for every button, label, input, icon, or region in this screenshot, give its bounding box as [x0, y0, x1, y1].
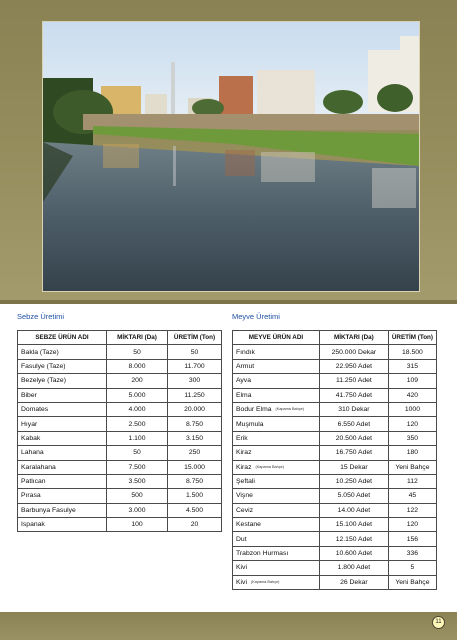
vegetable-table-body — [18, 345, 222, 532]
fruit-production-cell: 1000 — [388, 402, 436, 416]
fruit-production-cell: 112 — [388, 474, 436, 488]
footer-band — [0, 612, 457, 640]
fruit-amount-cell: 10.600 Adet — [319, 546, 388, 560]
table-row — [18, 431, 222, 445]
page-number: 11 — [432, 616, 445, 629]
fruit-name: Elma — [236, 391, 252, 399]
photo-illustration — [43, 22, 419, 291]
fruit-production-cell: 120 — [388, 518, 436, 532]
table-row — [18, 489, 222, 503]
table-row — [233, 417, 437, 431]
table-row — [233, 460, 437, 474]
table-row — [233, 359, 437, 373]
fruit-production-cell: Yeni Bahçe — [388, 460, 436, 474]
vegetable-name-cell: Lahana — [18, 446, 107, 460]
fruit-production-cell: 420 — [388, 388, 436, 402]
table-row — [18, 359, 222, 373]
fruit-amount-cell: 16.750 Adet — [319, 446, 388, 460]
fruit-name-note: (Kapama Bahçe) — [255, 464, 284, 469]
vegetable-amount-cell: 4.000 — [107, 402, 168, 416]
fruit-name: Kivi — [236, 564, 247, 572]
vegetable-production-cell: 3.150 — [168, 431, 222, 445]
fruit-name-cell — [233, 446, 320, 460]
fruit-header-amount: MİKTARI (Da) — [319, 331, 388, 345]
fruit-name: Şeftali — [236, 478, 255, 486]
fruit-name-cell — [233, 359, 320, 373]
vegetable-amount-cell: 8.000 — [107, 359, 168, 373]
vegetable-production-cell: 20.000 — [168, 402, 222, 416]
table-row — [233, 561, 437, 575]
fruit-amount-cell: 12.150 Adet — [319, 532, 388, 546]
fruit-name-note: (Kapama Bahçe) — [275, 407, 305, 412]
vegetable-section-title: Sebze Üretimi — [17, 312, 65, 321]
vegetable-production-cell: 8.750 — [168, 417, 222, 431]
fruit-production-cell: 5 — [388, 561, 436, 575]
vegetable-amount-cell: 7.500 — [107, 460, 168, 474]
vegetable-amount-cell: 500 — [107, 489, 168, 503]
fruit-amount-cell: 15 Dekar — [319, 460, 388, 474]
fruit-production-cell: 122 — [388, 503, 436, 517]
table-row — [233, 345, 437, 359]
vegetable-amount-cell: 50 — [107, 345, 168, 359]
fruit-amount-cell: 5.050 Adet — [319, 489, 388, 503]
fruit-name-cell — [233, 575, 320, 589]
vegetable-amount-cell: 2.500 — [107, 417, 168, 431]
table-row — [233, 489, 437, 503]
table-row — [233, 503, 437, 517]
vegetable-table — [17, 330, 222, 532]
vegetable-amount-cell: 5.000 — [107, 388, 168, 402]
fruit-name-cell — [233, 374, 320, 388]
fruit-name-cell — [233, 345, 320, 359]
vegetable-production-cell: 11.250 — [168, 388, 222, 402]
fruit-production-cell: 156 — [388, 532, 436, 546]
table-row — [233, 575, 437, 589]
vegetable-name-cell: Biber — [18, 388, 107, 402]
fruit-production-cell: 120 — [388, 417, 436, 431]
table-row — [233, 474, 437, 488]
fruit-amount-cell: 15.100 Adet — [319, 518, 388, 532]
fruit-name: Dut — [236, 535, 247, 543]
fruit-name: Ayva — [236, 377, 251, 385]
fruit-table-header — [233, 331, 437, 345]
vegetable-production-cell: 15.000 — [168, 460, 222, 474]
vegetable-production-cell: 11.700 — [168, 359, 222, 373]
vegetable-name-cell: Bezelye (Taze) — [18, 374, 107, 388]
vegetable-amount-cell: 3.500 — [107, 474, 168, 488]
vegetable-production-cell: 1.500 — [168, 489, 222, 503]
fruit-name-cell — [233, 532, 320, 546]
vegetable-name-cell: Karalahana — [18, 460, 107, 474]
fruit-production-cell: 336 — [388, 546, 436, 560]
table-row — [233, 546, 437, 560]
fruit-name: Kiraz — [236, 449, 252, 457]
table-row — [233, 374, 437, 388]
fruit-name: Kivi — [236, 578, 247, 586]
vegetable-amount-cell: 50 — [107, 446, 168, 460]
fruit-name: Erik — [236, 434, 248, 442]
vegetable-header-production: ÜRETİM (Ton) — [168, 331, 222, 345]
table-row — [233, 402, 437, 416]
fruit-production-cell: 18.500 — [388, 345, 436, 359]
fruit-amount-cell: 41.750 Adet — [319, 388, 388, 402]
vegetable-amount-cell: 200 — [107, 374, 168, 388]
fruit-name-cell — [233, 546, 320, 560]
vegetable-name-cell: Pırasa — [18, 489, 107, 503]
fruit-name-cell — [233, 388, 320, 402]
vegetable-amount-cell: 1.100 — [107, 431, 168, 445]
table-row — [18, 388, 222, 402]
table-row — [233, 431, 437, 445]
fruit-name-cell — [233, 503, 320, 517]
vegetable-production-cell: 20 — [168, 518, 222, 532]
table-row — [18, 518, 222, 532]
vegetable-name-cell: Kabak — [18, 431, 107, 445]
table-row — [18, 345, 222, 359]
vegetable-header-amount: MİKTARI (Da) — [107, 331, 168, 345]
vegetable-production-cell: 250 — [168, 446, 222, 460]
vegetable-name-cell: Hıyar — [18, 417, 107, 431]
fruit-amount-cell: 11.250 Adet — [319, 374, 388, 388]
fruit-amount-cell: 22.950 Adet — [319, 359, 388, 373]
fruit-header-production: ÜRETİM (Ton) — [388, 331, 436, 345]
table-row — [18, 417, 222, 431]
fruit-name-cell — [233, 518, 320, 532]
vegetable-name-cell: Patlıcan — [18, 474, 107, 488]
fruit-amount-cell: 6.550 Adet — [319, 417, 388, 431]
table-row — [233, 446, 437, 460]
fruit-name-note: (Kapama Bahçe) — [250, 580, 280, 585]
fruit-table-body — [233, 345, 437, 590]
river-town-photo — [42, 21, 420, 292]
vegetable-name-cell: Bakla (Taze) — [18, 345, 107, 359]
fruit-name-cell — [233, 561, 320, 575]
table-row — [18, 374, 222, 388]
fruit-name: Kiraz — [236, 463, 252, 471]
fruit-name: Bodur Elma — [236, 406, 272, 414]
table-row — [18, 402, 222, 416]
table-row — [18, 474, 222, 488]
fruit-amount-cell: 1.800 Adet — [319, 561, 388, 575]
table-row — [233, 388, 437, 402]
fruit-name: Muşmula — [236, 420, 264, 428]
fruit-name-cell — [233, 460, 320, 474]
vegetable-header-name: SEBZE ÜRÜN ADI — [18, 331, 107, 345]
vegetable-production-cell: 50 — [168, 345, 222, 359]
fruit-name-cell — [233, 402, 320, 416]
fruit-amount-cell: 10.250 Adet — [319, 474, 388, 488]
vegetable-table-header — [18, 331, 222, 345]
fruit-amount-cell: 20.500 Adet — [319, 431, 388, 445]
fruit-header-name: MEYVE ÜRÜN ADI — [233, 331, 320, 345]
fruit-name-cell — [233, 474, 320, 488]
fruit-amount-cell: 250.000 Dekar — [319, 345, 388, 359]
fruit-name-cell — [233, 431, 320, 445]
table-row — [18, 446, 222, 460]
fruit-section-title: Meyve Üretimi — [232, 312, 280, 321]
vegetable-name-cell: Domates — [18, 402, 107, 416]
vegetable-production-cell: 4.500 — [168, 503, 222, 517]
fruit-name: Trabzon Hurması — [236, 550, 289, 558]
fruit-amount-cell: 14.00 Adet — [319, 503, 388, 517]
fruit-name-cell — [233, 489, 320, 503]
fruit-amount-cell: 26 Dekar — [319, 575, 388, 589]
fruit-production-cell: 350 — [388, 431, 436, 445]
fruit-production-cell: 180 — [388, 446, 436, 460]
vegetable-production-cell: 300 — [168, 374, 222, 388]
table-row — [18, 503, 222, 517]
fruit-name: Vişne — [236, 492, 253, 500]
table-row — [233, 518, 437, 532]
header-band-edge — [0, 300, 457, 304]
fruit-production-cell: 109 — [388, 374, 436, 388]
vegetable-name-cell: Fasulye (Taze) — [18, 359, 107, 373]
vegetable-amount-cell: 3.000 — [107, 503, 168, 517]
fruit-production-cell: 315 — [388, 359, 436, 373]
fruit-amount-cell: 310 Dekar — [319, 402, 388, 416]
vegetable-amount-cell: 100 — [107, 518, 168, 532]
table-row — [18, 460, 222, 474]
fruit-name: Ceviz — [236, 506, 253, 514]
fruit-name: Fındık — [236, 348, 255, 356]
fruit-name: Kestane — [236, 521, 261, 529]
fruit-production-cell: Yeni Bahçe — [388, 575, 436, 589]
vegetable-name-cell: Ispanak — [18, 518, 107, 532]
fruit-production-cell: 45 — [388, 489, 436, 503]
fruit-name-cell — [233, 417, 320, 431]
fruit-table — [232, 330, 437, 590]
vegetable-production-cell: 8.750 — [168, 474, 222, 488]
vegetable-name-cell: Barbunya Fasulye — [18, 503, 107, 517]
fruit-name: Armut — [236, 362, 255, 370]
table-row — [233, 532, 437, 546]
